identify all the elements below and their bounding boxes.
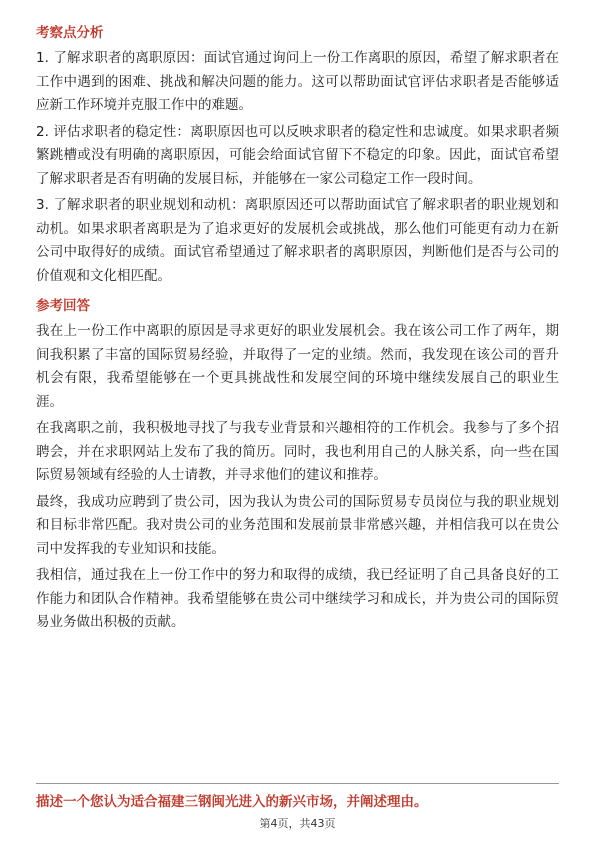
reference-heading: 参考回答 xyxy=(36,298,90,314)
next-question: 描述一个您认为适合福建三钢闽光进入的新兴市场，并阐述理由。 xyxy=(36,794,428,810)
analysis-paragraph: 1. 了解求职者的离职原因：面试官通过询问上一份工作离职的原因，希望了解求职者在工作中遇到的困难、挑战和解决问题的能力。这可以帮助面试官评估求职者是否能够适应新工作环境并克服工作中的难题。 xyxy=(36,50,559,113)
page-number: 第4页，共43页 xyxy=(259,817,336,830)
reference-paragraph: 我在上一份工作中离职的原因是寻求更好的职业发展机会。我在该公司工作了两年，期间我积累了丰富的国际贸易经验，并取得了一定的业绩。然而，我发现在该公司的晋升机会有限，我希望能够在一个更具挑战性和发展空间的环境中继续发展自己的职业生涯。 xyxy=(36,323,559,410)
reference-paragraph: 最终，我成功应聘到了贵公司，因为我认为贵公司的国际贸易专员岗位与我的职业规划和目标非常匹配。我对贵公司的业务范围和发展前景非常感兴趣，并相信我可以在贵公司中发挥我的专业知识和技能。 xyxy=(36,493,559,557)
divider-line xyxy=(36,783,559,784)
analysis-heading: 考察点分析 xyxy=(36,25,104,41)
page-content xyxy=(36,22,559,638)
analysis-paragraph: 2. 评估求职者的稳定性：离职原因也可以反映求职者的稳定性和忠诚度。如果求职者频繁跳槽或没有明确的离职原因，可能会给面试官留下不稳定的印象。因此，面试官希望了解求职者是否有明确的发展目标，并能够在一家公司稳定工作一段时间。 xyxy=(36,123,559,187)
reference-paragraph: 我相信，通过我在上一份工作中的努力和取得的成绩，我已经证明了自己具备良好的工作能力和团队合作精神。我希望能够在贵公司中继续学习和成长，并为贵公司的国际贸易业务做出积极的贡献。 xyxy=(36,567,559,630)
analysis-paragraph: 3. 了解求职者的职业规划和动机：离职原因还可以帮助面试官了解求职者的职业规划和动机。如果求职者离职是为了追求更好的发展机会或挑战，那么他们可能更有动力在新公司中取得好的成绩。面试官希望通过了解求职者的离职原因，判断他们是否与公司的价值观和文化相匹配。 xyxy=(36,197,559,284)
reference-paragraph: 在我离职之前，我积极地寻找了与我专业背景和兴趣相符的工作机会。我参与了多个招聘会，并在求职网站上发布了我的简历。同时，我也利用自己的人脉关系，向一些在国际贸易领域有经验的人士请教，并寻求他们的建议和推荐。 xyxy=(36,420,559,483)
